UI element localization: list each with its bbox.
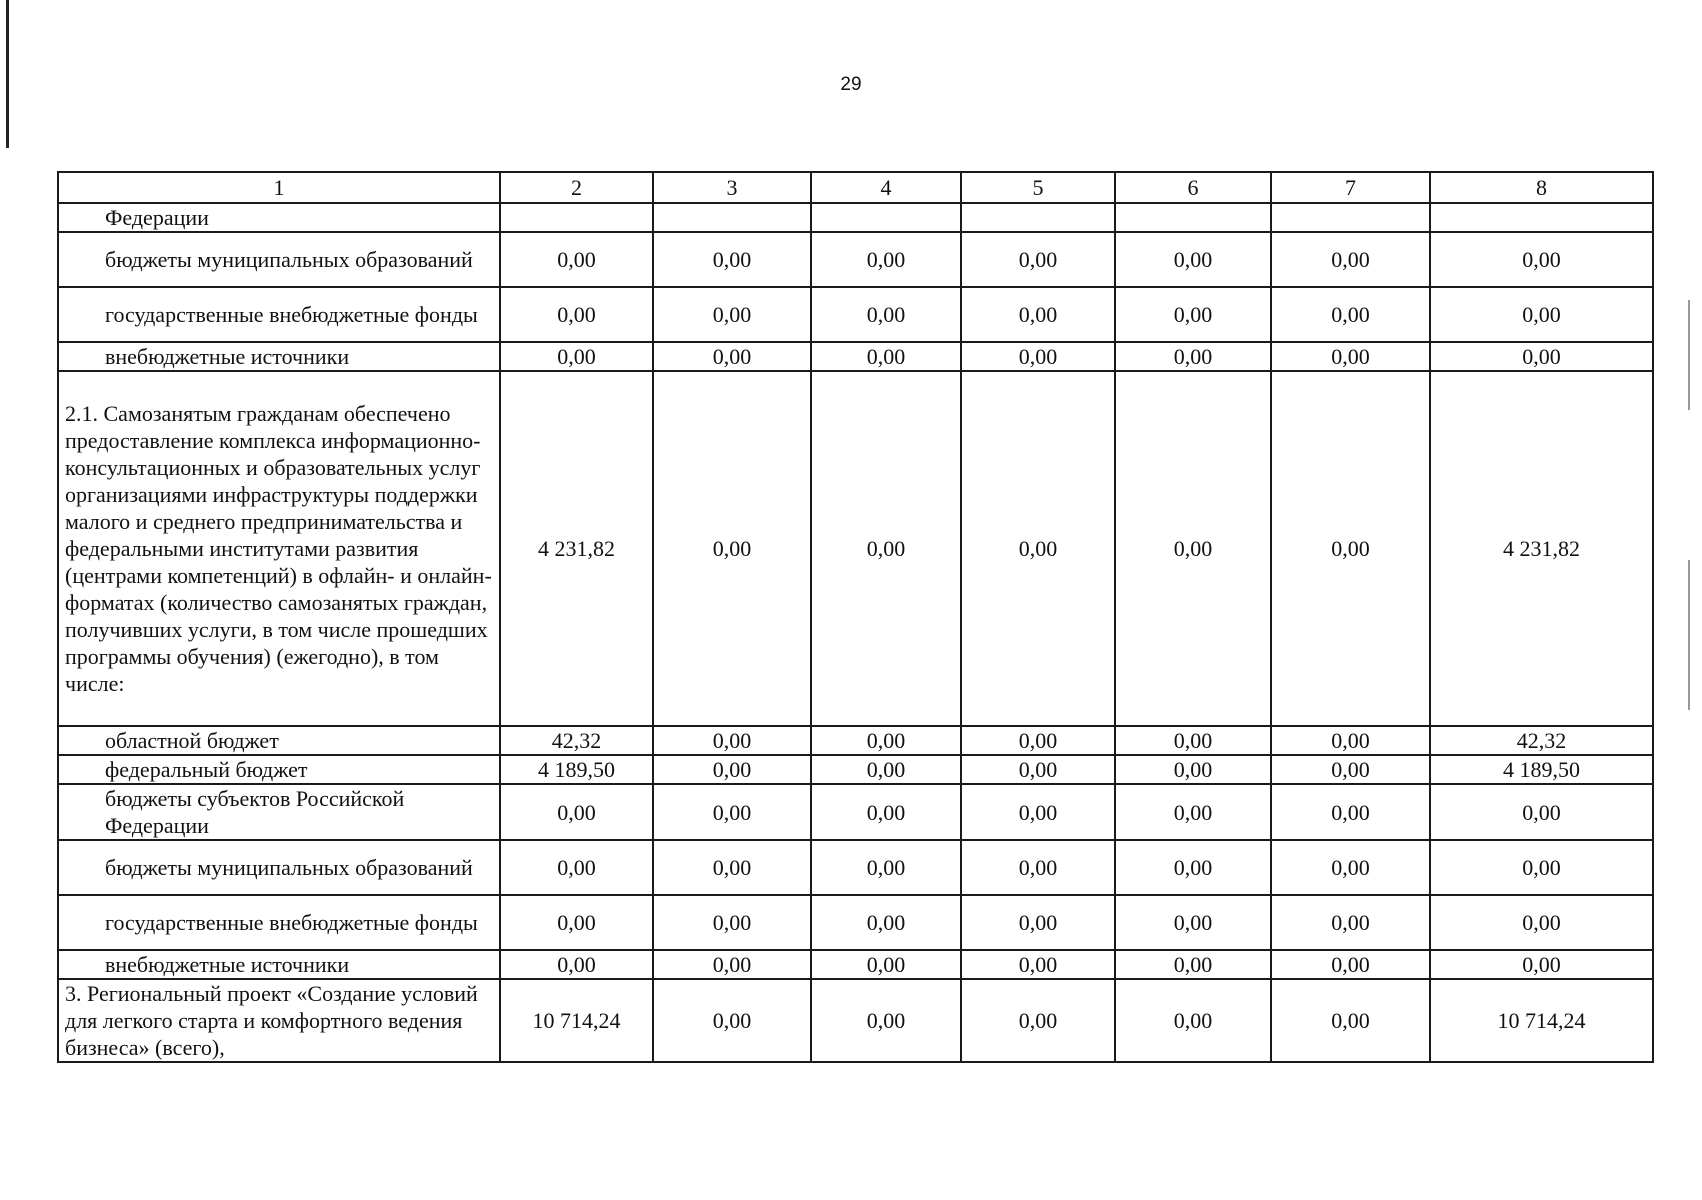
value-cell: 0,00 bbox=[1115, 895, 1271, 950]
value-cell: 0,00 bbox=[811, 784, 961, 840]
value-cell: 0,00 bbox=[500, 895, 653, 950]
column-number-cell: 2 bbox=[500, 172, 653, 203]
value-cell: 0,00 bbox=[653, 342, 811, 371]
column-number-row bbox=[58, 172, 1653, 203]
row-label: Федерации bbox=[58, 203, 500, 232]
value-cell: 42,32 bbox=[1430, 726, 1653, 755]
value-cell: 0,00 bbox=[1430, 895, 1653, 950]
column-number-cell: 1 bbox=[58, 172, 500, 203]
column-number-cell: 7 bbox=[1271, 172, 1430, 203]
value-cell: 0,00 bbox=[811, 726, 961, 755]
value-cell: 0,00 bbox=[653, 840, 811, 895]
value-cell: 0,00 bbox=[961, 755, 1115, 784]
table-row bbox=[58, 840, 1653, 895]
value-cell: 0,00 bbox=[1115, 950, 1271, 979]
value-cell bbox=[1430, 203, 1653, 232]
row-label: бюджеты муниципальных образований bbox=[58, 232, 500, 287]
row-label: государственные внебюджетные фонды bbox=[58, 895, 500, 950]
table-row bbox=[58, 979, 1653, 1062]
value-cell: 0,00 bbox=[653, 371, 811, 726]
value-cell: 0,00 bbox=[811, 979, 961, 1062]
budget-table bbox=[57, 171, 1654, 1063]
column-number-cell: 5 bbox=[961, 172, 1115, 203]
value-cell bbox=[500, 203, 653, 232]
value-cell: 0,00 bbox=[1271, 342, 1430, 371]
value-cell: 0,00 bbox=[653, 232, 811, 287]
value-cell: 0,00 bbox=[1115, 979, 1271, 1062]
value-cell: 0,00 bbox=[961, 784, 1115, 840]
table-row bbox=[58, 287, 1653, 342]
value-cell: 0,00 bbox=[811, 342, 961, 371]
value-cell: 0,00 bbox=[1430, 840, 1653, 895]
value-cell: 0,00 bbox=[961, 950, 1115, 979]
value-cell: 0,00 bbox=[1271, 979, 1430, 1062]
value-cell: 0,00 bbox=[1115, 232, 1271, 287]
value-cell: 0,00 bbox=[653, 979, 811, 1062]
value-cell bbox=[811, 203, 961, 232]
value-cell: 0,00 bbox=[1271, 287, 1430, 342]
value-cell: 0,00 bbox=[811, 840, 961, 895]
value-cell: 4 189,50 bbox=[1430, 755, 1653, 784]
value-cell: 0,00 bbox=[1430, 287, 1653, 342]
value-cell: 0,00 bbox=[961, 726, 1115, 755]
value-cell: 10 714,24 bbox=[1430, 979, 1653, 1062]
column-number-cell: 3 bbox=[653, 172, 811, 203]
value-cell bbox=[961, 203, 1115, 232]
table-row bbox=[58, 784, 1653, 840]
value-cell: 0,00 bbox=[1430, 950, 1653, 979]
value-cell: 0,00 bbox=[961, 895, 1115, 950]
row-label: федеральный бюджет bbox=[58, 755, 500, 784]
value-cell: 0,00 bbox=[1271, 895, 1430, 950]
scan-artifact bbox=[1688, 300, 1690, 410]
row-label: 2.1. Самозанятым гражданам обеспечено предоставление комплекса информационно-консультационных и образовательных услуг организациями инфраструктуры поддержки малого и среднего предпринимательства и федеральными институтами развития (центрами компетенций) в офлайн- и онлайн-форматах (количество самозанятых граждан, получивших услуги, в том числе прошедших программы обучения) (ежегодно), в том числе: bbox=[58, 371, 500, 726]
value-cell: 0,00 bbox=[500, 784, 653, 840]
table-row bbox=[58, 203, 1653, 232]
value-cell: 0,00 bbox=[1271, 726, 1430, 755]
value-cell: 4 231,82 bbox=[1430, 371, 1653, 726]
table-row bbox=[58, 342, 1653, 371]
value-cell bbox=[1271, 203, 1430, 232]
value-cell bbox=[653, 203, 811, 232]
value-cell: 0,00 bbox=[653, 950, 811, 979]
value-cell: 0,00 bbox=[1115, 755, 1271, 784]
value-cell: 0,00 bbox=[961, 287, 1115, 342]
page-number: 29 bbox=[840, 74, 862, 95]
table-row bbox=[58, 371, 1653, 726]
row-label: бюджеты муниципальных образований bbox=[58, 840, 500, 895]
value-cell: 0,00 bbox=[811, 371, 961, 726]
value-cell: 0,00 bbox=[1430, 342, 1653, 371]
value-cell: 4 189,50 bbox=[500, 755, 653, 784]
value-cell: 0,00 bbox=[653, 726, 811, 755]
row-label: 3. Региональный проект «Создание условий для легкого старта и комфортного ведения бизнеса» (всего), bbox=[58, 979, 500, 1062]
column-number-cell: 4 bbox=[811, 172, 961, 203]
table-row bbox=[58, 755, 1653, 784]
value-cell: 0,00 bbox=[500, 342, 653, 371]
value-cell: 0,00 bbox=[500, 232, 653, 287]
table-row bbox=[58, 726, 1653, 755]
value-cell: 0,00 bbox=[500, 950, 653, 979]
row-label: внебюджетные источники bbox=[58, 342, 500, 371]
value-cell: 0,00 bbox=[1115, 840, 1271, 895]
table-row bbox=[58, 950, 1653, 979]
value-cell: 0,00 bbox=[811, 287, 961, 342]
value-cell: 0,00 bbox=[811, 950, 961, 979]
table-row bbox=[58, 232, 1653, 287]
value-cell: 0,00 bbox=[1271, 784, 1430, 840]
value-cell: 0,00 bbox=[1271, 950, 1430, 979]
value-cell: 0,00 bbox=[653, 895, 811, 950]
value-cell: 0,00 bbox=[1115, 784, 1271, 840]
value-cell: 10 714,24 bbox=[500, 979, 653, 1062]
value-cell: 0,00 bbox=[811, 755, 961, 784]
column-number-cell: 6 bbox=[1115, 172, 1271, 203]
value-cell bbox=[1115, 203, 1271, 232]
value-cell: 0,00 bbox=[811, 895, 961, 950]
value-cell: 0,00 bbox=[653, 784, 811, 840]
value-cell: 0,00 bbox=[1271, 840, 1430, 895]
scan-artifact bbox=[1688, 560, 1690, 710]
value-cell: 0,00 bbox=[1115, 371, 1271, 726]
value-cell: 0,00 bbox=[961, 342, 1115, 371]
value-cell: 0,00 bbox=[1271, 232, 1430, 287]
value-cell: 0,00 bbox=[1115, 342, 1271, 371]
row-label: внебюджетные источники bbox=[58, 950, 500, 979]
value-cell: 0,00 bbox=[500, 840, 653, 895]
value-cell: 0,00 bbox=[961, 371, 1115, 726]
value-cell: 0,00 bbox=[1430, 784, 1653, 840]
value-cell: 0,00 bbox=[1430, 232, 1653, 287]
table-row bbox=[58, 895, 1653, 950]
value-cell: 0,00 bbox=[1271, 371, 1430, 726]
value-cell: 4 231,82 bbox=[500, 371, 653, 726]
value-cell: 0,00 bbox=[653, 287, 811, 342]
value-cell: 0,00 bbox=[961, 232, 1115, 287]
value-cell: 0,00 bbox=[500, 287, 653, 342]
row-label: государственные внебюджетные фонды bbox=[58, 287, 500, 342]
value-cell: 0,00 bbox=[961, 840, 1115, 895]
row-label: бюджеты субъектов Российской Федерации bbox=[58, 784, 500, 840]
value-cell: 42,32 bbox=[500, 726, 653, 755]
value-cell: 0,00 bbox=[1271, 755, 1430, 784]
value-cell: 0,00 bbox=[653, 755, 811, 784]
row-label: областной бюджет bbox=[58, 726, 500, 755]
value-cell: 0,00 bbox=[961, 979, 1115, 1062]
value-cell: 0,00 bbox=[1115, 726, 1271, 755]
column-number-cell: 8 bbox=[1430, 172, 1653, 203]
value-cell: 0,00 bbox=[811, 232, 961, 287]
value-cell: 0,00 bbox=[1115, 287, 1271, 342]
